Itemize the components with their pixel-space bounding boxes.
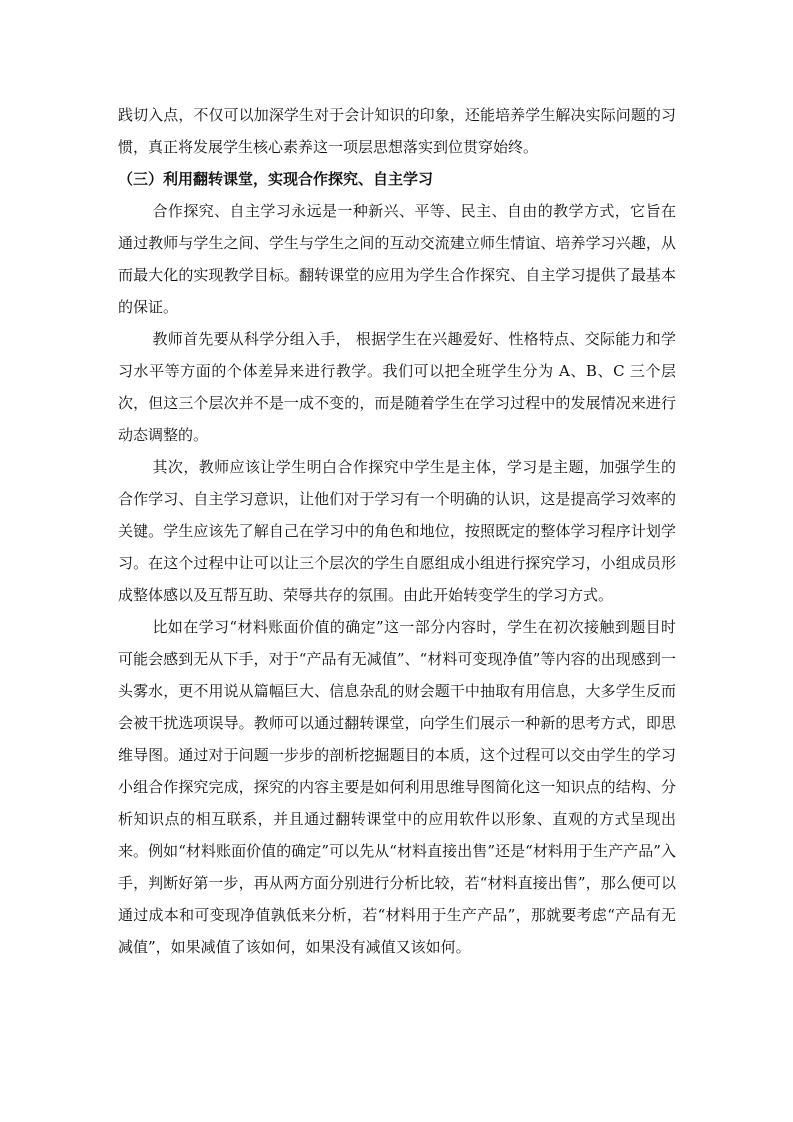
body-paragraph-2: 教师首先要从科学分组入手， 根据学生在兴趣爱好、性格特点、交际能力和学习水平等方面的个体差异来进行教学。我们可以把全班学生分为 A、B、C 三个层次，但这三个层次并不是一成不变的，而是随着学生在学习过程中的发展情况来进行动态调整的。 [118,330,676,444]
body-paragraph-1: 合作探究、自主学习永远是一种新兴、平等、民主、自由的教学方式，它旨在通过教师与学生之间、学生与学生之间的互动交流建立师生情谊、培养学习兴趣，从而最大化的实现教学目标。翻转课堂的应用为学生合作探究、自主学习提供了最基本的保证。 [118,202,676,316]
continuation-paragraph: 践切入点，不仅可以加深学生对于会计知识的印象，还能培养学生解决实际问题的习惯，真正将发展学生核心素养这一项层思想落实到位贯穿始终。 [118,106,676,156]
body-paragraph-4: 比如在学习“材料账面价值的确定”这一部分内容时，学生在初次接触到题目时可能会感到无从下手，对于“产品有无减值”、“材料可变现净值”等内容的出现感到一头雾水，更不用说从篇幅巨大、信息杂乱的财会题干中抽取有用信息，大多学生反而会被干扰选项误导。教师可以通过翻转课堂，向学生们展示一种新的思考方式，即思维导图。通过对于问题一步步的剖析挖掘题目的本质，这个过程可以交由学生的学习小组合作探究完成，探究的内容主要是如何利用思维导图简化这一知识点的结构、分析知识点的相互联系，并且通过翻转课堂中的应用软件以形象、直观的方式呈现出来。例如“材料账面价值的确定”可以先从“材料直接出售”还是“材料用于生产产品”入手，判断好第一步，再从两方面分别进行分析比较，若“材料直接出售”，那么便可以通过成本和可变现净值孰低来分析，若“材料用于生产产品”，那就要考虑“产品有无减值”，如果减值了该如何，如果没有减值又该如何。 [118,618,676,956]
document-page [118,99,676,963]
section-heading: （三）利用翻转课堂，实现合作探究、自主学习 [118,170,434,188]
body-paragraph-3: 其次，教师应该让学生明白合作探究中学生是主体，学习是主题，加强学生的合作学习、自主学习意识，让他们对于学习有一个明确的认识，这是提高学习效率的关键。学生应该先了解自己在学习中的角色和地位，按照既定的整体学习程序计划学习。在这个过程中让可以让三个层次的学生自愿组成小组进行探究学习，小组成员形成整体感以及互帮互助、荣辱共存的氛围。由此开始转变学生的学习方式。 [118,458,676,604]
